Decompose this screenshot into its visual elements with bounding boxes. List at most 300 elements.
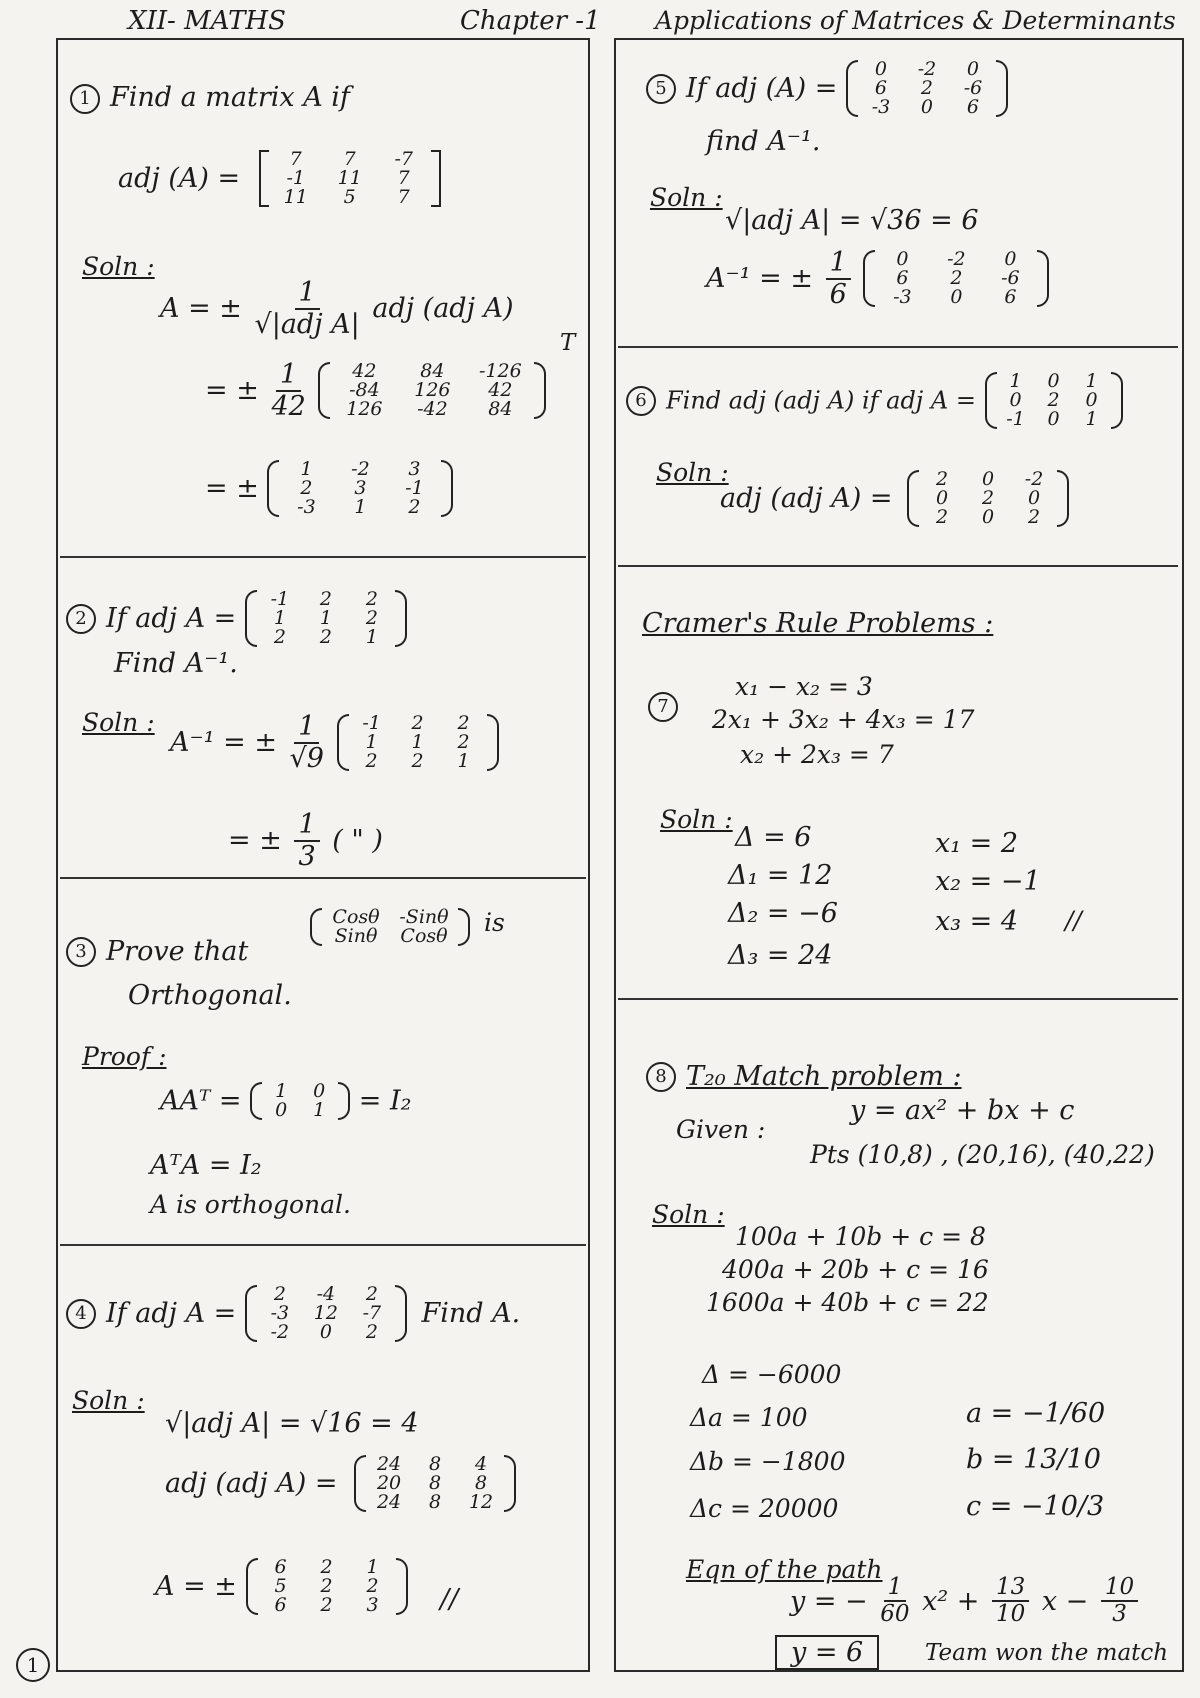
- matrix-cell: 12: [313, 1302, 338, 1324]
- q1-s2-fraction: [271, 360, 305, 421]
- matrix-grid: [875, 250, 1037, 307]
- matrix-cell: -1: [286, 167, 305, 189]
- divider: [618, 998, 1178, 1000]
- matrix-cell: 126: [414, 379, 451, 402]
- matrix-cell: 5: [343, 186, 356, 208]
- matrix-cell: 0: [1004, 248, 1017, 271]
- matrix-cell: Sinθ: [334, 925, 378, 947]
- matrix-cell: 6: [874, 77, 887, 99]
- q4-s2-matrix: [354, 1455, 516, 1512]
- q8-eq2: 400a + 20b + c = 16: [722, 1255, 989, 1284]
- q5-s2-den: 6: [829, 278, 847, 310]
- matrix-cell: -7: [394, 148, 413, 170]
- q2-s2-rhs: ( " ): [332, 825, 383, 857]
- matrix-bracket-right: [1057, 470, 1069, 527]
- matrix-cell: 0: [313, 1080, 326, 1102]
- matrix-cell: 2: [366, 1575, 379, 1597]
- matrix-grid: [997, 372, 1111, 429]
- matrix-cell: 2: [320, 1556, 333, 1578]
- matrix-cell: 1: [366, 1556, 379, 1578]
- matrix-cell: 2: [411, 712, 424, 735]
- matrix-cell: 0: [1047, 370, 1060, 392]
- matrix-cell: 24: [376, 1453, 402, 1475]
- matrix-bracket-right: [338, 1082, 350, 1120]
- matrix-bracket-left: [318, 362, 330, 419]
- matrix-cell: 2: [457, 712, 470, 735]
- matrix-cell: 2: [950, 267, 963, 290]
- matrix-cell: 11: [283, 186, 308, 208]
- q3-proof-line2: AᵀA = I₂: [150, 1150, 262, 1181]
- matrix-cell: 2: [411, 750, 424, 773]
- q5-s2-fraction: [826, 248, 851, 309]
- q7-eq3: x₂ + 2x₃ = 7: [740, 740, 894, 769]
- q1-line1: Find a matrix A if: [110, 82, 350, 113]
- q8-path-y: y = −: [790, 1585, 868, 1617]
- q3-matrix: [310, 908, 470, 946]
- q8-b: b = 13/10: [966, 1444, 1101, 1475]
- matrix-row: [279, 498, 441, 517]
- matrix-cell: Cosθ: [332, 906, 380, 928]
- matrix-cell: -2: [917, 58, 937, 80]
- q4-s3-matrix: [246, 1558, 408, 1615]
- matrix-cell: 0: [1028, 487, 1041, 509]
- matrix-cell: 2: [365, 1283, 378, 1305]
- q8-path-f3d: 3: [1112, 1601, 1127, 1628]
- matrix-grid: [349, 714, 487, 771]
- matrix-cell: 2: [300, 477, 313, 499]
- q8-path-equation: [790, 1575, 1142, 1628]
- q7-x2: x₂ = −1: [935, 866, 1041, 897]
- matrix-grid: [858, 60, 996, 117]
- matrix-cell: 3: [366, 1594, 379, 1616]
- matrix-cell: 8: [429, 1491, 442, 1513]
- matrix-bracket-left: [863, 250, 875, 307]
- q2-s2-lhs: = ±: [228, 825, 282, 857]
- matrix-bracket-right: [996, 60, 1008, 117]
- matrix-cell: 24: [376, 1491, 402, 1513]
- q2-number: 2: [66, 604, 96, 634]
- q2-statement: [66, 590, 407, 647]
- q3-p1-lhs: AAᵀ =: [160, 1085, 242, 1117]
- matrix-grid: [257, 1285, 395, 1342]
- q4-statement: [66, 1285, 520, 1342]
- q8-path-frac3: [1101, 1575, 1138, 1628]
- matrix-cell: 2: [365, 1321, 378, 1343]
- q5-number: 5: [646, 74, 676, 104]
- q5-adj-matrix: [846, 60, 1008, 117]
- matrix-grid: [279, 460, 441, 517]
- q8-statement: [646, 1060, 962, 1092]
- matrix-cell: -2: [1024, 468, 1044, 490]
- q7-eq2: 2x₁ + 3x₂ + 4x₃ = 17: [712, 705, 975, 734]
- matrix-grid: [366, 1455, 504, 1512]
- matrix-cell: 126: [346, 398, 383, 421]
- matrix-cell: 0: [966, 58, 979, 80]
- matrix-row: [257, 1323, 395, 1342]
- matrix-cell: -7: [362, 1302, 382, 1324]
- matrix-row: [349, 752, 487, 771]
- matrix-cell: 2: [982, 487, 995, 509]
- matrix-cell: 1: [1085, 370, 1098, 392]
- q3-p1-rhs: = I₂: [358, 1085, 412, 1117]
- q1-number: 1: [70, 84, 100, 114]
- matrix-cell: -1: [362, 712, 381, 735]
- q2-s2-fraction: [294, 810, 319, 871]
- q5-statement: [646, 60, 1008, 117]
- matrix-cell: 7: [289, 148, 302, 170]
- q2-step2: [228, 810, 383, 871]
- q6-s1-lhs: adj (adj A) =: [720, 483, 893, 514]
- matrix-bracket-left: [310, 908, 322, 946]
- matrix-cell: 6: [966, 96, 979, 118]
- matrix-bracket-right: [396, 1558, 408, 1615]
- matrix-cell: 0: [896, 248, 909, 271]
- q3-is: is: [483, 908, 505, 937]
- q4-step3: [155, 1558, 458, 1615]
- q4-s3-lhs: A = ±: [155, 1571, 237, 1602]
- q8-eq1: 100a + 10b + c = 8: [735, 1222, 986, 1251]
- q4-adj-matrix: [245, 1285, 407, 1342]
- matrix-cell: -84: [349, 379, 380, 402]
- q1-s1-lhs: A = ±: [160, 293, 242, 325]
- q8-answer-box: y = 6: [775, 1635, 879, 1670]
- matrix-bracket-right: [534, 362, 546, 419]
- matrix-row: [919, 508, 1057, 527]
- matrix-cell: -2: [351, 458, 370, 480]
- q7-heading: Cramer's Rule Problems :: [642, 608, 994, 639]
- matrix-grid: [262, 1082, 338, 1120]
- matrix-cell: -42: [417, 398, 448, 421]
- matrix-cell: 1: [365, 731, 378, 754]
- matrix-cell: 11: [337, 167, 362, 189]
- divider: [618, 565, 1178, 567]
- matrix-cell: 2: [936, 468, 949, 490]
- q3-line2: Orthogonal.: [128, 980, 292, 1011]
- matrix-bracket-left: [337, 714, 349, 771]
- matrix-cell: 1: [300, 458, 313, 480]
- q1-s2-den: 42: [271, 390, 306, 422]
- header-title: Applications of Matrices & Determinants: [655, 6, 1176, 35]
- q7-x3: x₃ = 4: [935, 906, 1019, 937]
- q5-line1: If adj (A) =: [686, 73, 838, 104]
- q8-soln-label: Soln :: [652, 1200, 725, 1229]
- q2-line1: If adj A =: [106, 603, 237, 634]
- q3-line1: Prove that: [106, 936, 249, 967]
- matrix-grid: [258, 1558, 396, 1615]
- matrix-cell: -6: [1001, 267, 1020, 290]
- matrix-bracket-right: [487, 714, 499, 771]
- matrix-cell: 2: [936, 506, 949, 528]
- q4-line1-rhs: Find A.: [421, 1298, 521, 1329]
- matrix-cell: 0: [920, 96, 933, 118]
- q8-c: c = −10/3: [966, 1491, 1105, 1522]
- q5-step1: √|adj A| = √36 = 6: [725, 205, 979, 236]
- matrix-cell: 84: [420, 360, 445, 383]
- q2-adj-matrix: [245, 590, 407, 647]
- q8-path-label: Eqn of the path: [686, 1555, 883, 1584]
- matrix-cell: 0: [936, 487, 949, 509]
- matrix-cell: 0: [874, 58, 887, 80]
- q5-s2-matrix: [863, 250, 1049, 307]
- matrix-cell: -1: [270, 588, 290, 610]
- matrix-cell: 0: [319, 1321, 332, 1343]
- matrix-cell: -2: [270, 1321, 290, 1343]
- q8-eq3: 1600a + 40b + c = 22: [706, 1288, 989, 1317]
- matrix-bracket-left: [259, 150, 269, 207]
- matrix-cell: 6: [1004, 286, 1017, 309]
- matrix-cell: 0: [1009, 389, 1022, 411]
- matrix-cell: -3: [297, 496, 316, 518]
- matrix-grid: [330, 362, 534, 419]
- q1-s3-matrix: [267, 460, 453, 517]
- q7-soln-label: Soln :: [660, 805, 733, 834]
- matrix-cell: 2: [320, 1575, 333, 1597]
- q8-number: 8: [646, 1062, 676, 1092]
- matrix-cell: 2: [408, 496, 421, 518]
- q2-s1-fraction: [290, 712, 324, 773]
- q8-path-f3n: 10: [1101, 1575, 1138, 1602]
- matrix-cell: 1: [1009, 370, 1022, 392]
- q3-proof-line3: A is orthogonal.: [150, 1190, 351, 1219]
- q8-given: Given :: [676, 1115, 766, 1144]
- q4-step1: √|adj A| = √16 = 4: [165, 1408, 419, 1439]
- q1-s1-rhs: adj (adj A): [372, 293, 514, 325]
- q6-line1: Find adj (adj A) if adj A =: [666, 386, 976, 415]
- q8-delta: Δ = −6000: [702, 1360, 842, 1389]
- matrix-row: [858, 98, 996, 117]
- matrix-bracket-left: [245, 1285, 257, 1342]
- q8-path-f1d: 60: [880, 1601, 910, 1628]
- matrix-cell: -1: [405, 477, 424, 499]
- q8-path-x2: x² +: [922, 1585, 980, 1617]
- matrix-cell: 6: [274, 1556, 287, 1578]
- matrix-cell: 1: [365, 626, 378, 648]
- q3-proof-label: Proof :: [82, 1042, 167, 1071]
- matrix-cell: 1: [273, 607, 286, 629]
- matrix-row: [366, 1493, 504, 1512]
- matrix-cell: 2: [920, 77, 933, 99]
- q5-line2: find A⁻¹.: [706, 126, 821, 157]
- matrix-grid: [322, 908, 458, 946]
- q4-step2: [165, 1455, 516, 1512]
- q6-adj-matrix: [985, 372, 1123, 429]
- matrix-cell: 5: [274, 1575, 287, 1597]
- matrix-row: [262, 1082, 338, 1101]
- q6-statement: [626, 372, 1123, 429]
- q1-s2-num: 1: [276, 360, 301, 392]
- matrix-cell: 2: [319, 588, 332, 610]
- matrix-cell: 7: [397, 186, 410, 208]
- q1-s1-den: √|adj A|: [254, 308, 360, 340]
- matrix-cell: 0: [982, 506, 995, 528]
- q8-a: a = −1/60: [966, 1398, 1106, 1429]
- matrix-cell: 1: [411, 731, 424, 754]
- matrix-cell: 2: [1047, 389, 1060, 411]
- q4-soln-label: Soln :: [72, 1386, 145, 1415]
- matrix-cell: 4: [475, 1453, 488, 1475]
- matrix-cell: 2: [457, 731, 470, 754]
- matrix-row: [257, 628, 395, 647]
- q1-soln-label: Soln :: [82, 252, 155, 281]
- q8-path-frac2: [992, 1575, 1029, 1628]
- matrix-cell: 84: [488, 398, 513, 421]
- matrix-row: [330, 400, 534, 419]
- matrix-row: [262, 1101, 338, 1120]
- matrix-cell: 42: [488, 379, 513, 402]
- divider: [60, 1244, 586, 1246]
- q7-delta3: Δ₃ = 24: [728, 940, 833, 971]
- q5-step2: [706, 248, 1049, 309]
- q3-proof-line1: [160, 1082, 411, 1120]
- matrix-cell: 3: [408, 458, 421, 480]
- matrix-cell: 42: [352, 360, 377, 383]
- q8-path-f1n: 1: [884, 1575, 907, 1602]
- matrix-row: [322, 927, 458, 946]
- matrix-cell: 1: [313, 1099, 326, 1121]
- matrix-bracket-right: [431, 150, 441, 207]
- matrix-cell: 3: [354, 477, 367, 499]
- matrix-cell: 0: [950, 286, 963, 309]
- q2-step1: [170, 712, 499, 773]
- matrix-bracket-right: [441, 460, 453, 517]
- q3-p1-matrix: [250, 1082, 350, 1120]
- matrix-cell: 2: [320, 1594, 333, 1616]
- matrix-bracket-left: [354, 1455, 366, 1512]
- q4-number: 4: [66, 1299, 96, 1329]
- page-number: 1: [16, 1648, 50, 1682]
- q2-s1-matrix: [337, 714, 499, 771]
- matrix-grid: [257, 590, 395, 647]
- matrix-bracket-left: [267, 460, 279, 517]
- q7-x1: x₁ = 2: [935, 828, 1019, 859]
- q7-number-wrap: [648, 690, 688, 722]
- q8-delta-c: Δc = 20000: [690, 1494, 839, 1523]
- q7-delta1: Δ₁ = 12: [728, 860, 833, 891]
- q5-s2-lhs: A⁻¹ = ±: [706, 263, 813, 295]
- matrix-cell: 8: [429, 1453, 442, 1475]
- matrix-cell: -1: [1006, 408, 1025, 430]
- q8-path-frac1: [880, 1575, 909, 1628]
- q1-s3-lhs: = ±: [205, 473, 259, 504]
- q8-path-f2n: 13: [992, 1575, 1029, 1602]
- matrix-cell: -3: [893, 286, 912, 309]
- matrix-cell: -4: [316, 1283, 336, 1305]
- matrix-cell: -3: [270, 1302, 290, 1324]
- q1-statement: [70, 82, 350, 114]
- q1-adj-line: [118, 150, 441, 207]
- matrix-cell: 6: [896, 267, 909, 290]
- matrix-cell: 12: [468, 1491, 494, 1513]
- q1-lhs: adj (A) =: [118, 163, 241, 194]
- q8-heading: T₂₀ Match problem :: [686, 1061, 962, 1092]
- q8-result: Team won the match: [925, 1640, 1169, 1666]
- q2-s2-num: 1: [294, 810, 319, 842]
- q6-step1: [720, 470, 1069, 527]
- q1-s2-matrix: [318, 362, 546, 419]
- q4-line1: If adj A =: [106, 1298, 237, 1329]
- matrix-cell: 1: [354, 496, 367, 518]
- matrix-bracket-right: [395, 590, 407, 647]
- matrix-cell: 1: [275, 1080, 288, 1102]
- q4-s2-lhs: adj (adj A) =: [165, 1468, 338, 1499]
- matrix-cell: 2: [319, 626, 332, 648]
- matrix-row: [997, 410, 1111, 429]
- matrix-cell: -2: [947, 248, 966, 271]
- q6-s1-matrix: [907, 470, 1069, 527]
- q8-delta-a: Δa = 100: [690, 1403, 808, 1432]
- matrix-grid: [269, 150, 431, 207]
- matrix-cell: 0: [1085, 389, 1098, 411]
- q1-adj-matrix: [259, 150, 441, 207]
- matrix-cell: 2: [365, 750, 378, 773]
- matrix-cell: 20: [376, 1472, 402, 1494]
- matrix-row: [258, 1596, 396, 1615]
- q7-eq1: x₁ − x₂ = 3: [735, 672, 873, 701]
- matrix-bracket-left: [250, 1082, 262, 1120]
- q1-s1-num: 1: [295, 278, 320, 310]
- q1-step1: [160, 278, 514, 339]
- matrix-cell: 2: [365, 588, 378, 610]
- matrix-row: [269, 188, 431, 207]
- matrix-cell: 8: [475, 1472, 488, 1494]
- matrix-bracket-right: [458, 908, 470, 946]
- matrix-bracket-left: [245, 590, 257, 647]
- q2-s2-den: 3: [298, 840, 316, 872]
- q7-delta2: Δ₂ = −6: [728, 898, 838, 929]
- q1-step3: [205, 460, 453, 517]
- q2-line2: Find A⁻¹.: [114, 648, 238, 679]
- divider: [618, 346, 1178, 348]
- matrix-cell: 2: [1028, 506, 1041, 528]
- q1-s1-fraction: [255, 278, 360, 339]
- matrix-row: [875, 288, 1037, 307]
- matrix-bracket-left: [246, 1558, 258, 1615]
- matrix-cell: 1: [457, 750, 470, 773]
- divider: [60, 877, 586, 879]
- divider: [60, 556, 586, 558]
- matrix-cell: 0: [1047, 408, 1060, 430]
- matrix-cell: Cosθ: [400, 925, 448, 947]
- q5-soln-label: Soln :: [650, 183, 723, 212]
- header-class: XII- MATHS: [128, 6, 286, 36]
- matrix-bracket-right: [1037, 250, 1049, 307]
- matrix-cell: 2: [273, 626, 286, 648]
- matrix-bracket-right: [1111, 372, 1123, 429]
- q8-points: Pts (10,8) , (20,16), (40,22): [810, 1140, 1155, 1169]
- q1-s2-lhs: = ±: [205, 375, 259, 407]
- q2-s1-den: √9: [289, 742, 324, 774]
- matrix-cell: -Sinθ: [399, 906, 449, 928]
- q2-soln-label: Soln :: [82, 708, 155, 737]
- matrix-cell: 7: [343, 148, 356, 170]
- q2-s1-lhs: A⁻¹ = ±: [170, 727, 277, 759]
- matrix-bracket-left: [846, 60, 858, 117]
- q3-number: 3: [66, 937, 96, 967]
- matrix-bracket-right: [395, 1285, 407, 1342]
- matrix-cell: 2: [365, 607, 378, 629]
- q1-step2: [205, 360, 546, 421]
- q7-number: 7: [648, 692, 678, 722]
- matrix-cell: -126: [479, 360, 522, 383]
- matrix-cell: 2: [273, 1283, 286, 1305]
- q7-delta: Δ = 6: [735, 822, 812, 853]
- q6-soln-label: Soln :: [656, 458, 729, 487]
- matrix-bracket-left: [985, 372, 997, 429]
- q8-path-f2d: 10: [996, 1601, 1026, 1628]
- matrix-bracket-left: [907, 470, 919, 527]
- matrix-cell: -6: [963, 77, 983, 99]
- matrix-cell: 0: [982, 468, 995, 490]
